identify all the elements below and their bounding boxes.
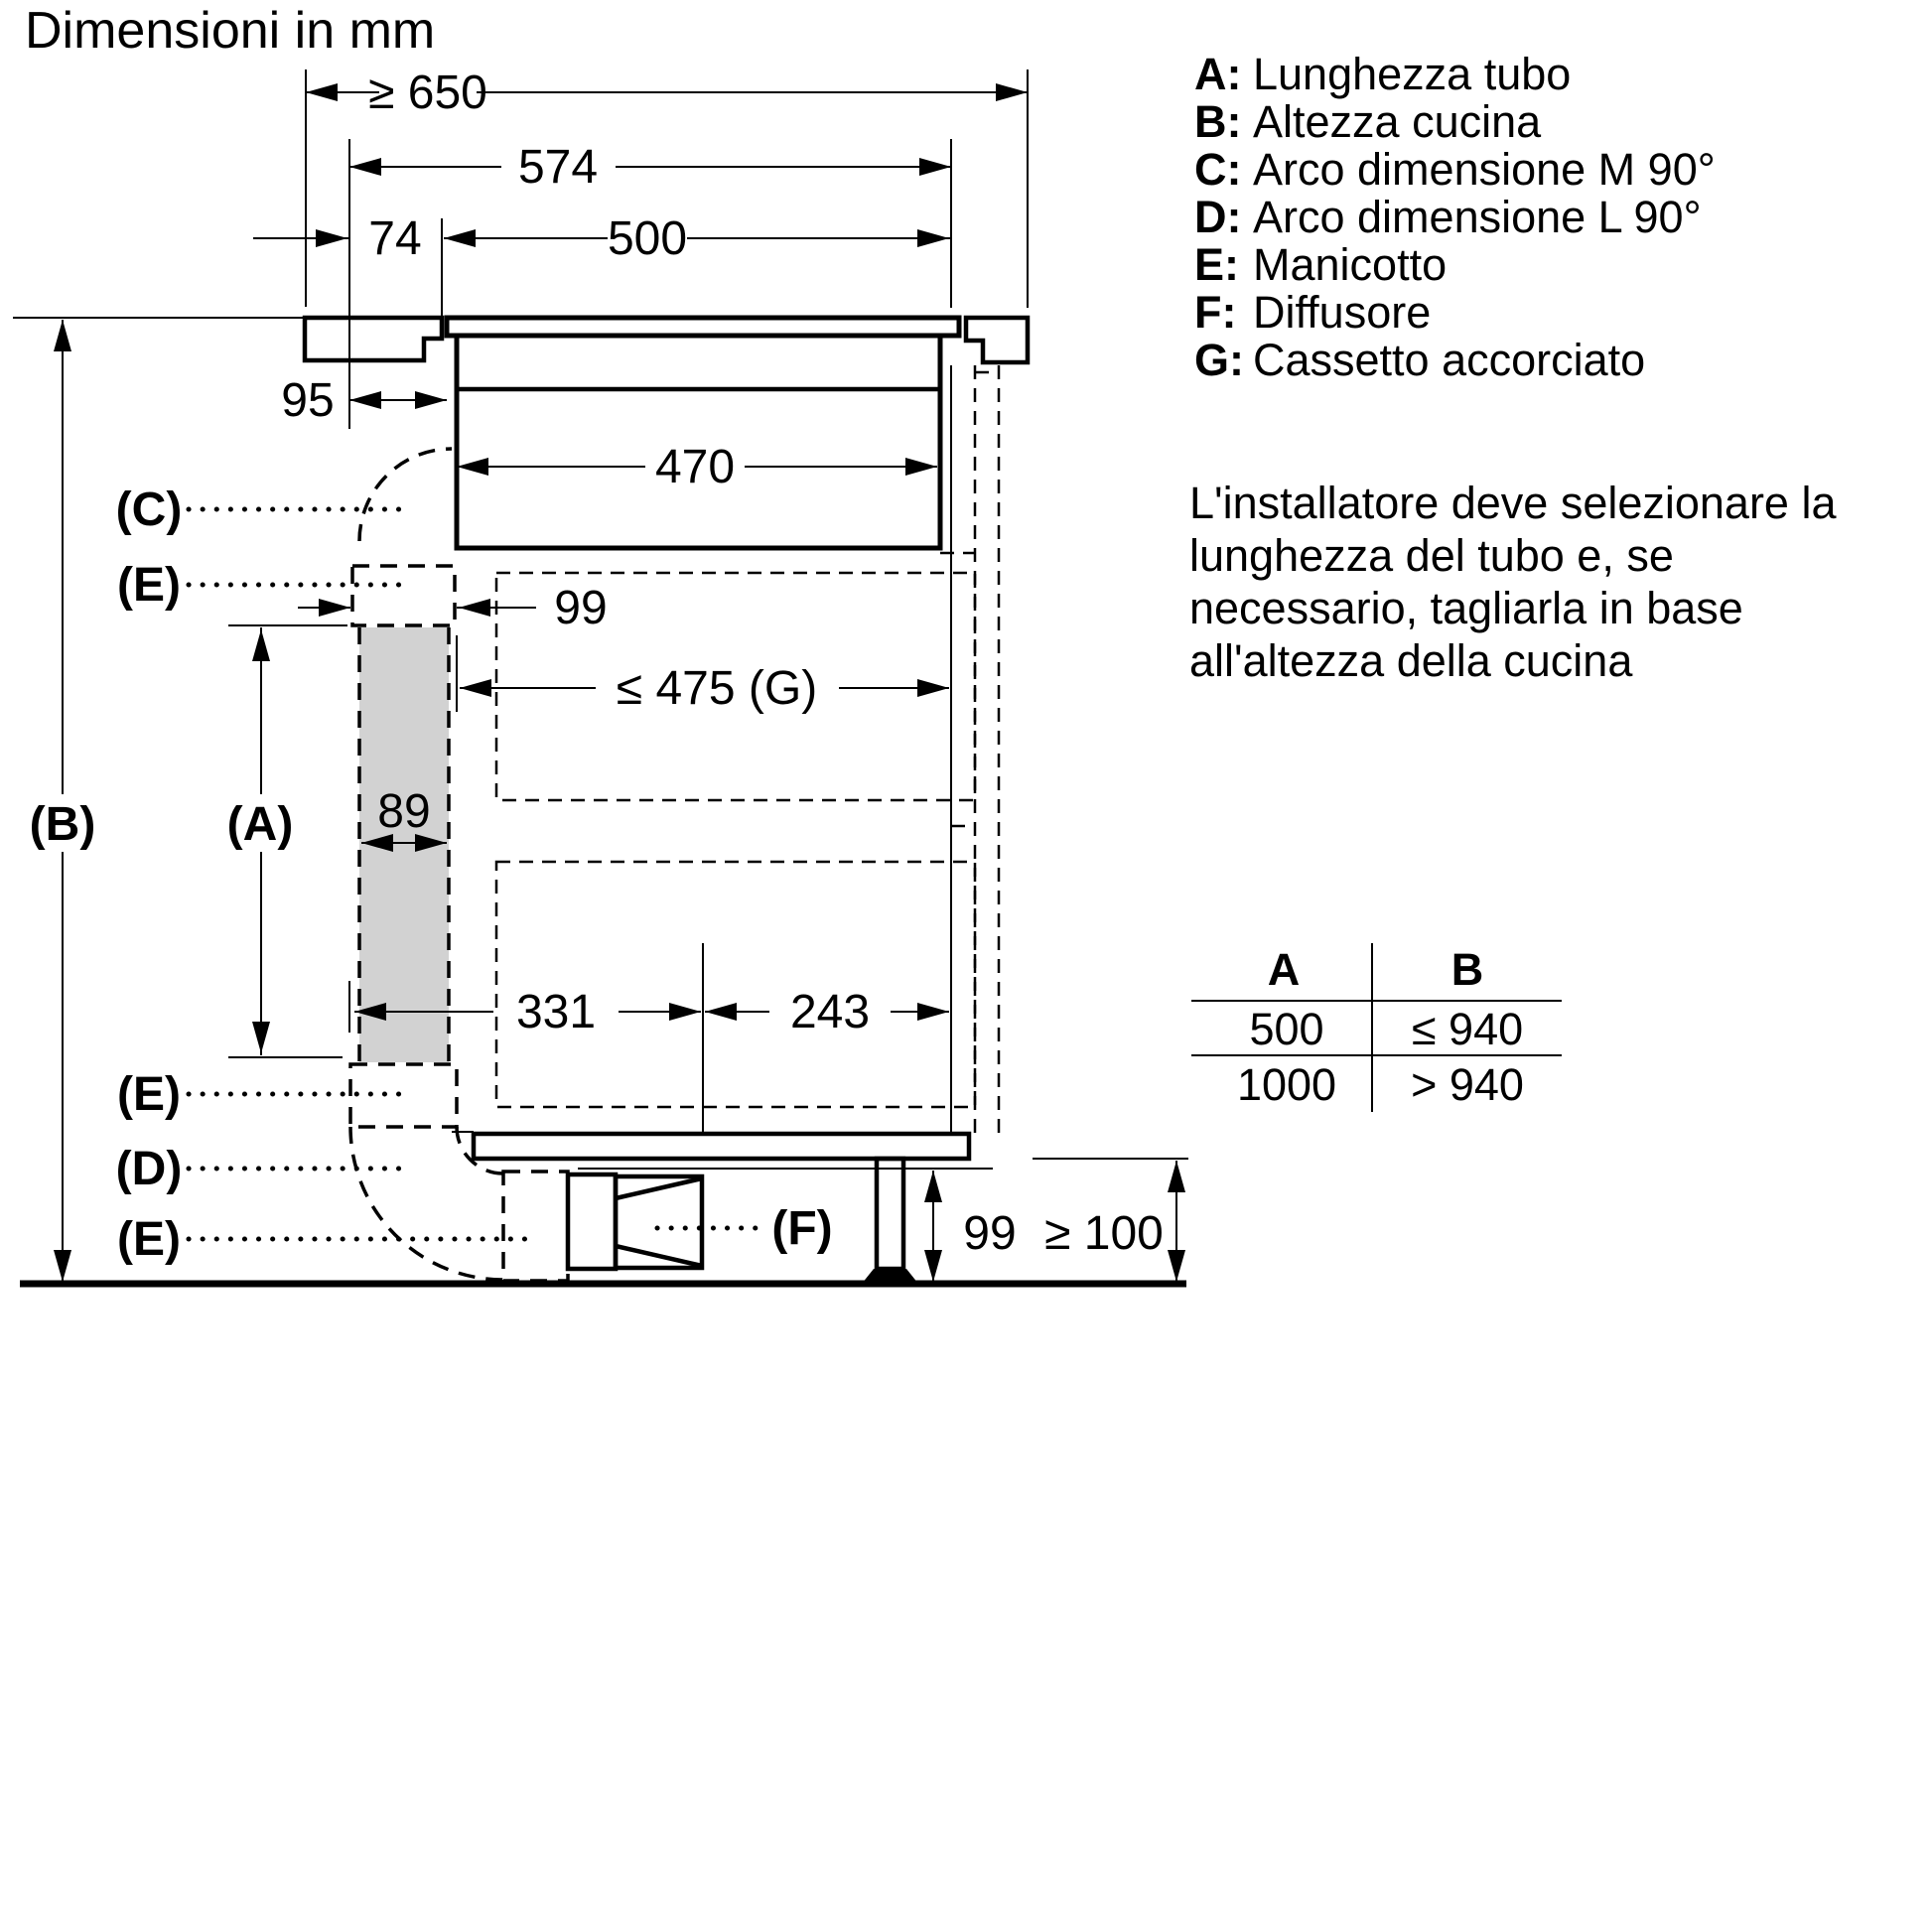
note-line-1: L'installatore deve selezionare la [1189, 478, 1837, 528]
dimension-a [226, 625, 347, 1057]
dim-243-label: 243 [789, 986, 871, 1038]
page-title: Dimensioni in mm [25, 2, 436, 60]
legend-label-a: Lunghezza tubo [1253, 49, 1572, 99]
drawer-lower-box [496, 862, 975, 1107]
label-E-lower: (E) [117, 1213, 181, 1266]
legend-key-b: B: [1194, 96, 1242, 147]
diffuser-assembly [503, 1172, 833, 1281]
dimension-650 [306, 67, 1028, 308]
label-A: (A) [226, 798, 294, 851]
label-C: (C) [115, 483, 183, 536]
dim-95-label: 95 [281, 374, 335, 427]
dimension-99-bottom [924, 1171, 1017, 1282]
worktop-left-block [305, 318, 442, 360]
dim-331-label: 331 [515, 986, 597, 1038]
leader-d [116, 1143, 412, 1195]
label-E-middle: (E) [117, 1068, 181, 1121]
table-cell-r1c2: ≤ 940 [1411, 1004, 1524, 1054]
dimension-475-g [457, 635, 949, 715]
installer-note [1189, 478, 1837, 686]
note-line-4: all'altezza della cucina [1189, 635, 1633, 686]
table-header-a: A [1267, 944, 1301, 995]
hob-unit [447, 318, 959, 548]
table-cell-r2c1: 1000 [1236, 1059, 1337, 1110]
manicotto-diffuser [503, 1172, 568, 1281]
legend-key-f: F: [1194, 287, 1237, 338]
dim-100-label: ≥ 100 [1044, 1207, 1164, 1260]
dim-650-label: ≥ 650 [368, 67, 487, 119]
ab-table [1191, 943, 1562, 1112]
legend-label-f: Diffusore [1253, 287, 1432, 338]
legend-label-d: Arco dimensione L 90° [1253, 192, 1702, 242]
legend-key-d: D: [1194, 192, 1242, 242]
table-cell-r1c1: 500 [1249, 1004, 1324, 1054]
label-B: (B) [29, 798, 96, 851]
label-E-upper: (E) [117, 559, 181, 612]
legend-key-g: G: [1194, 335, 1244, 385]
dimension-100 [1033, 1159, 1188, 1282]
legend-label-g: Cassetto accorciato [1253, 335, 1646, 385]
duct-arc-d [350, 1127, 503, 1280]
note-line-3: necessario, tagliarla in base [1189, 583, 1743, 633]
label-F: (F) [771, 1202, 833, 1255]
manicotto-lower [350, 1064, 457, 1127]
legend-label-c: Arco dimensione M 90° [1253, 144, 1716, 195]
plinth-panel [452, 1132, 993, 1169]
legend-key-c: C: [1194, 144, 1242, 195]
legend-key-a: A: [1194, 49, 1242, 99]
dimension-95 [281, 374, 447, 427]
table-cell-r2c2: > 940 [1411, 1059, 1524, 1110]
cabinet-right-lines [940, 365, 999, 1133]
label-D: (D) [115, 1143, 183, 1195]
legend [1194, 49, 1716, 385]
dimension-99-top [298, 582, 608, 634]
dim-99-bottom-label: 99 [963, 1207, 1017, 1260]
hob-glass-top [447, 318, 959, 336]
cabinet-leg [862, 1159, 918, 1284]
dim-574-label: 574 [517, 141, 599, 194]
dim-470-label: 470 [654, 441, 736, 493]
dim-99-top-label: 99 [554, 582, 608, 634]
dim-74-label: 74 [368, 212, 422, 265]
dim-500-label: 500 [607, 212, 688, 265]
table-header-b: B [1450, 944, 1484, 995]
leader-e-middle [117, 1068, 404, 1121]
dim-89-label: 89 [377, 785, 431, 838]
legend-key-e: E: [1194, 239, 1239, 290]
legend-label-e: Manicotto [1253, 239, 1448, 290]
dim-475-label: ≤ 475 (G) [616, 662, 818, 715]
dimension-74-500 [253, 212, 951, 316]
worktop-right-block [966, 318, 1028, 362]
duct-arc-c [359, 449, 452, 541]
leader-e-lower [117, 1213, 526, 1266]
dimension-b [30, 320, 96, 1282]
manicotto-upper [352, 566, 455, 625]
legend-label-b: Altezza cucina [1253, 96, 1542, 147]
note-line-2: lunghezza del tubo e, se [1189, 530, 1674, 581]
